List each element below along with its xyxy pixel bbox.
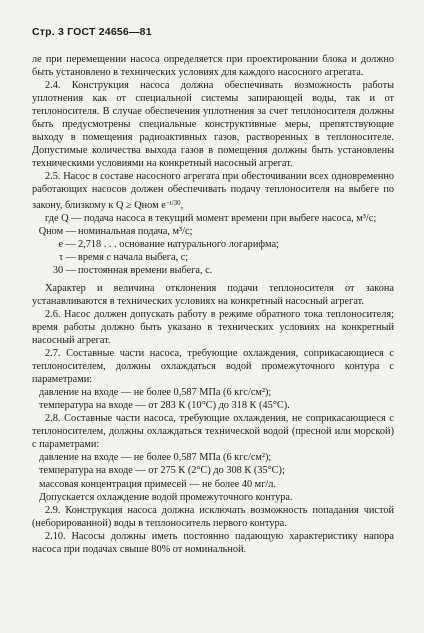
paragraph-2-9: 2.9. Конструкция насоса должна исключать возможность попадания чистой (неборированной) воды в теплоноситель первого контура. [32,504,394,529]
definition-text: постоянная времени выбега, с. [78,264,213,276]
definition-symbol: Qном — [38,225,76,237]
definition-text: номинальная подача, м³/с; [78,225,193,237]
definition-list [32,225,394,277]
definition-item [32,251,394,264]
paragraph-2-5-text: 2.5. Насос в составе насосного агрегата при обесточивании всех одновременно работающих насосов должен обеспечивать подачу теплоносителя на выбеге по закону, близкому к Q ≥ Qном e [32,171,394,211]
paragraph-2-8: 2.8. Составные части насоса, требующие охлаждения, не соприкасающиеся с теплоносителем, должны охлаждаться технической водой (пресной или морской) с параметрами: [32,413,394,451]
page-header: Стр. 3 ГОСТ 24656—81 [32,26,152,38]
paragraph-2-4: 2.4. Конструкция насоса должна обеспечивать возможность работы уплотнения как от специальной системы запирающей воды, так и от теплоносителя. В случае обеспечения уплотнения за счет теплоносителя должны быть предусмотрены специальные конструктивные меры, препятствующие выходу в помещения радиоактивных газов, растворенных в теплоносителе. Допустимые количества выхода газов в помещения должны быть установлены техническими условиями на конкретный насосный агрегат. [32,80,394,170]
document-body [32,53,394,556]
paragraph-2-7-pressure: давление на входе — не более 0,587 МПа (6 кгс/см²); [39,387,272,399]
definition-item [32,238,394,251]
formula-comma: , [180,199,184,211]
definition-text: 2,718 . . . основание натурального логарифма; [78,238,279,250]
definition-symbol: 30 — [52,264,76,276]
paragraph-2-8-temperature: температура на входе — от 275 К (2°С) до 308 К (35°С); [39,465,285,477]
definition-item [32,264,394,277]
definition-text: время с начала выбега, с; [78,251,189,263]
paragraph-2-8-impurities: массовая концентрация примесей — не более 40 мг/л. [39,478,276,490]
formula-exponent: −t/30 [165,198,181,207]
paragraph-2-7: 2.7. Составные части насоса, требующие охлаждения, соприкасающиеся с теплоносителем, должны охлаждаться водой промежуточного контура с параметрами: [32,348,394,386]
formula-where: где Q — подача насоса в текущий момент времени при выбеге насоса, м³/с; [45,212,377,224]
paragraph-intro: ле при перемещении насоса определяется при проектировании блока и должно быть установлено в технических условиях для каждого насосного агрегата. [32,54,394,79]
definition-symbol: τ — [58,251,76,263]
paragraph-2-5-note: Характер и величина отклонения подачи теплоносителя от закона устанавливаются в технических условиях на конкретный насосный агрегат. [32,282,394,307]
definition-item [32,225,394,238]
paragraph-2-5 [32,170,394,211]
paragraph-2-8-pressure: давление на входе — не более 0,587 МПа (6 кгс/см²); [39,452,272,464]
paragraph-2-6: 2.6. Насос должен допускать работу в режиме обратного тока теплоносителя; время работы должно быть указано в технических условиях на конкретный насосный агрегат. [32,308,394,346]
paragraph-2-8-note: Допускается охлаждение водой промежуточного контура. [39,491,293,503]
paragraph-2-10: 2.10. Насосы должны иметь постоянно падающую характеристику напора насоса при подачах свыше 80% от номинальной. [32,530,394,555]
paragraph-2-7-temperature: температура на входе — от 283 К (10°С) до 318 К (45°С). [39,400,290,412]
definition-symbol: e — [58,238,76,250]
